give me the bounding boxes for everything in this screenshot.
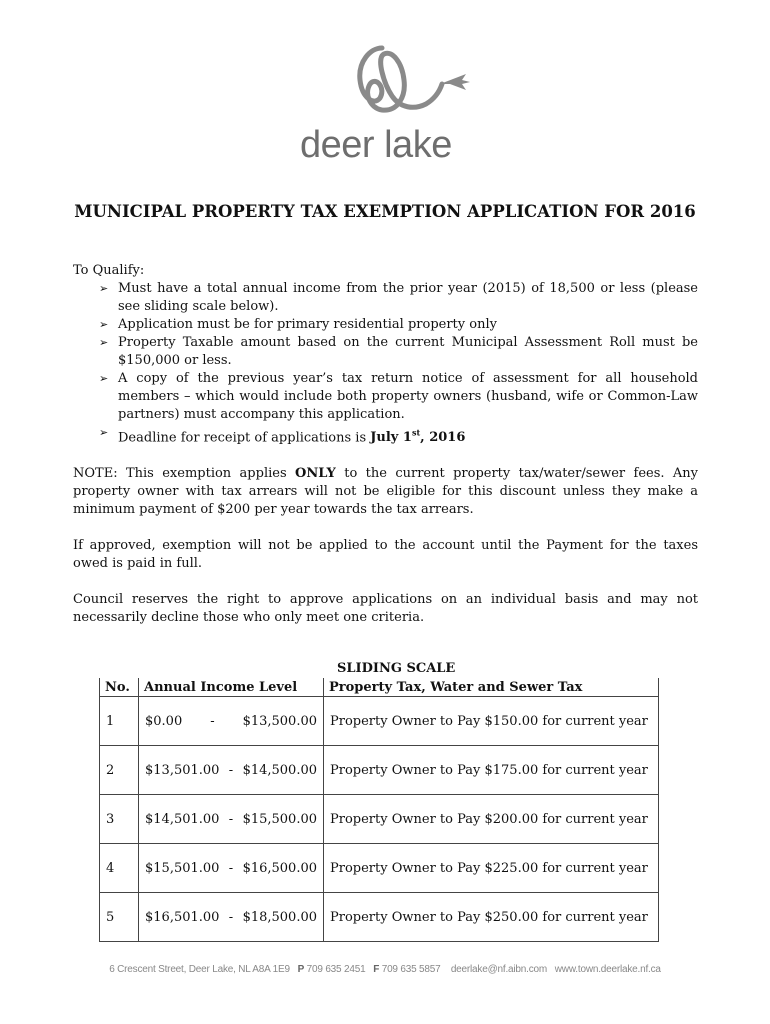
row-no: 2 bbox=[100, 746, 139, 795]
qualify-label: To Qualify: bbox=[73, 263, 145, 278]
row-income: $15,501.00 - $16,500.00 bbox=[139, 844, 324, 893]
arrow-bullet-icon: ➢ bbox=[99, 336, 109, 349]
header-tax: Property Tax, Water and Sewer Tax bbox=[324, 678, 659, 697]
logo-swirl-icon bbox=[360, 48, 442, 110]
table-row bbox=[100, 697, 659, 746]
body-text bbox=[73, 262, 698, 627]
list-item-deadline: ➢ Deadline for receipt of applications is July 1st, 2016 bbox=[99, 426, 466, 446]
council-paragraph: Council reserves the right to approve applications on an individual basis and may not necessarily decline those who only meet one criteria. bbox=[73, 592, 698, 626]
row-income: $14,501.00 - $15,500.00 bbox=[139, 795, 324, 844]
footer-phone: 709 635 2451 bbox=[306, 964, 366, 975]
row-income: $16,501.00 - $18,500.00 bbox=[139, 893, 324, 942]
row-tax: Property Owner to Pay $200.00 for current year bbox=[324, 795, 659, 844]
fax-label: F bbox=[373, 964, 380, 975]
header-income: Annual Income Level bbox=[139, 678, 324, 697]
sliding-scale-table bbox=[99, 678, 659, 942]
row-income: $13,501.00 - $14,500.00 bbox=[139, 746, 324, 795]
table-row bbox=[100, 893, 659, 942]
footer bbox=[0, 964, 770, 975]
row-tax: Property Owner to Pay $225.00 for current year bbox=[324, 844, 659, 893]
footer-fax: 709 635 5857 bbox=[381, 964, 441, 975]
qualify-list bbox=[73, 280, 698, 447]
footer-email[interactable]: deerlake@nf.aibn.com bbox=[450, 964, 548, 975]
table-row bbox=[100, 746, 659, 795]
list-item: ➢ Property Taxable amount based on the current Municipal Assessment Roll must be $150,000 or less. bbox=[99, 335, 698, 368]
table-header-row bbox=[100, 678, 659, 697]
footer-website[interactable]: www.town.deerlake.nf.ca bbox=[554, 964, 661, 975]
list-item: ➢ Must have a total annual income from the prior year (2015) of 18,500 or less (please see sliding scale below). bbox=[99, 281, 698, 314]
row-no: 4 bbox=[100, 844, 139, 893]
row-no: 1 bbox=[100, 697, 139, 746]
header-no: No. bbox=[100, 678, 139, 697]
row-no: 5 bbox=[100, 893, 139, 942]
row-tax: Property Owner to Pay $250.00 for current year bbox=[324, 893, 659, 942]
list-item: ➢ A copy of the previous year’s tax return notice of assessment for all household members – which would include both property owners (husband, wife or Common-Law partners) must accompany this application. bbox=[99, 371, 698, 422]
row-tax: Property Owner to Pay $150.00 for current year bbox=[324, 697, 659, 746]
arrow-bullet-icon: ➢ bbox=[99, 318, 109, 331]
deadline-date: July 1st, 2016 bbox=[370, 428, 466, 446]
row-tax: Property Owner to Pay $175.00 for current year bbox=[324, 746, 659, 795]
list-item: ➢ Application must be for primary residential property only bbox=[99, 317, 497, 332]
arrow-bullet-icon: ➢ bbox=[99, 426, 109, 439]
logo-text: deer lake bbox=[300, 124, 452, 166]
approval-paragraph: If approved, exemption will not be applied to the account until the Payment for the taxes owed is paid in full. bbox=[73, 538, 698, 572]
arrow-bullet-icon: ➢ bbox=[99, 282, 109, 295]
note-paragraph: NOTE: This exemption applies ONLY to the current property tax/water/sewer fees. Any property owner with tax arrears will not be eligible for this discount unless they make a minimum payment of $200 per year towards the tax arrears. bbox=[73, 466, 699, 518]
page-title: MUNICIPAL PROPERTY TAX EXEMPTION APPLICATION FOR 2016 bbox=[74, 202, 696, 221]
table-row bbox=[100, 844, 659, 893]
table-row bbox=[100, 795, 659, 844]
phone-label: P bbox=[297, 964, 305, 975]
row-income: $0.00 - $13,500.00 bbox=[139, 697, 324, 746]
row-no: 3 bbox=[100, 795, 139, 844]
footer-address: 6 Crescent Street, Deer Lake, NL A8A 1E9 bbox=[109, 964, 290, 975]
logo-plane-icon bbox=[440, 74, 470, 90]
sliding-scale-heading: SLIDING SCALE bbox=[337, 661, 456, 676]
arrow-bullet-icon: ➢ bbox=[99, 372, 109, 385]
